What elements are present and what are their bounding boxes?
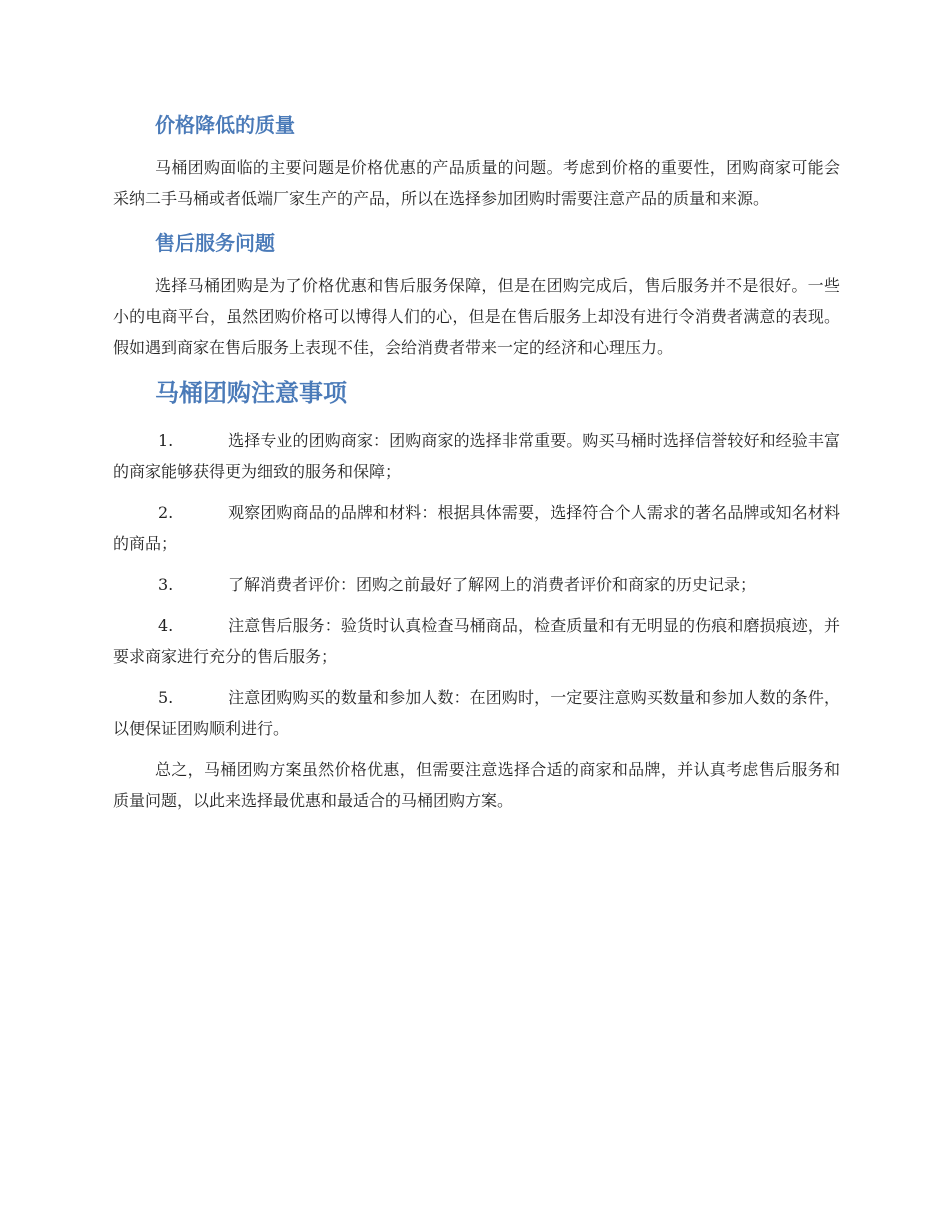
paragraph-after-sales: 选择马桶团购是为了价格优惠和售后服务保障，但是在团购完成后，售后服务并不是很好。一些小的电商平台，虽然团购价格可以博得人们的心，但是在售后服务上却没有进行令消费者满意的表现。假如遇到商家在售后服务上表现不佳，会给消费者带来一定的经济和心理压力。 [113, 276, 840, 357]
list-item [113, 682, 840, 744]
document-page [113, 106, 840, 816]
list-number: 5. [158, 688, 174, 707]
paragraph-quality: 马桶团购面临的主要问题是价格优惠的产品质量的问题。考虑到价格的重要性，团购商家可能会采纳二手马桶或者低端厂家生产的产品，所以在选择参加团购时需要注意产品的质量和来源。 [113, 158, 840, 208]
list-item [113, 497, 840, 559]
list-number: 2. [158, 503, 174, 522]
list-number: 4. [158, 616, 174, 635]
main-heading-notes: 马桶团购注意事项 [155, 379, 347, 407]
list-item [113, 610, 840, 672]
list-text: 注意售后服务：验货时认真检查马桶商品，检查质量和有无明显的伤痕和磨损痕迹，并要求商家进行充分的售后服务； [113, 616, 840, 666]
list-text: 注意团购购买的数量和参加人数：在团购时，一定要注意购买数量和参加人数的条件，以便保证团购顺利进行。 [113, 688, 840, 738]
section-heading-quality: 价格降低的质量 [155, 113, 295, 137]
list-item [113, 569, 840, 600]
list-item [113, 425, 840, 487]
list-number: 1. [158, 431, 174, 450]
section-heading-after-sales: 售后服务问题 [155, 231, 275, 255]
list-text: 了解消费者评价：团购之前最好了解网上的消费者评价和商家的历史记录； [228, 575, 757, 594]
list-text: 选择专业的团购商家：团购商家的选择非常重要。购买马桶时选择信誉较好和经验丰富的商家能够获得更为细致的服务和保障； [113, 431, 840, 481]
list-text: 观察团购商品的品牌和材料：根据具体需要，选择符合个人需求的著名品牌或知名材料的商品； [113, 503, 840, 553]
list-number: 3. [158, 575, 174, 594]
paragraph-conclusion: 总之，马桶团购方案虽然价格优惠，但需要注意选择合适的商家和品牌，并认真考虑售后服务和质量问题，以此来选择最优惠和最适合的马桶团购方案。 [113, 760, 840, 810]
